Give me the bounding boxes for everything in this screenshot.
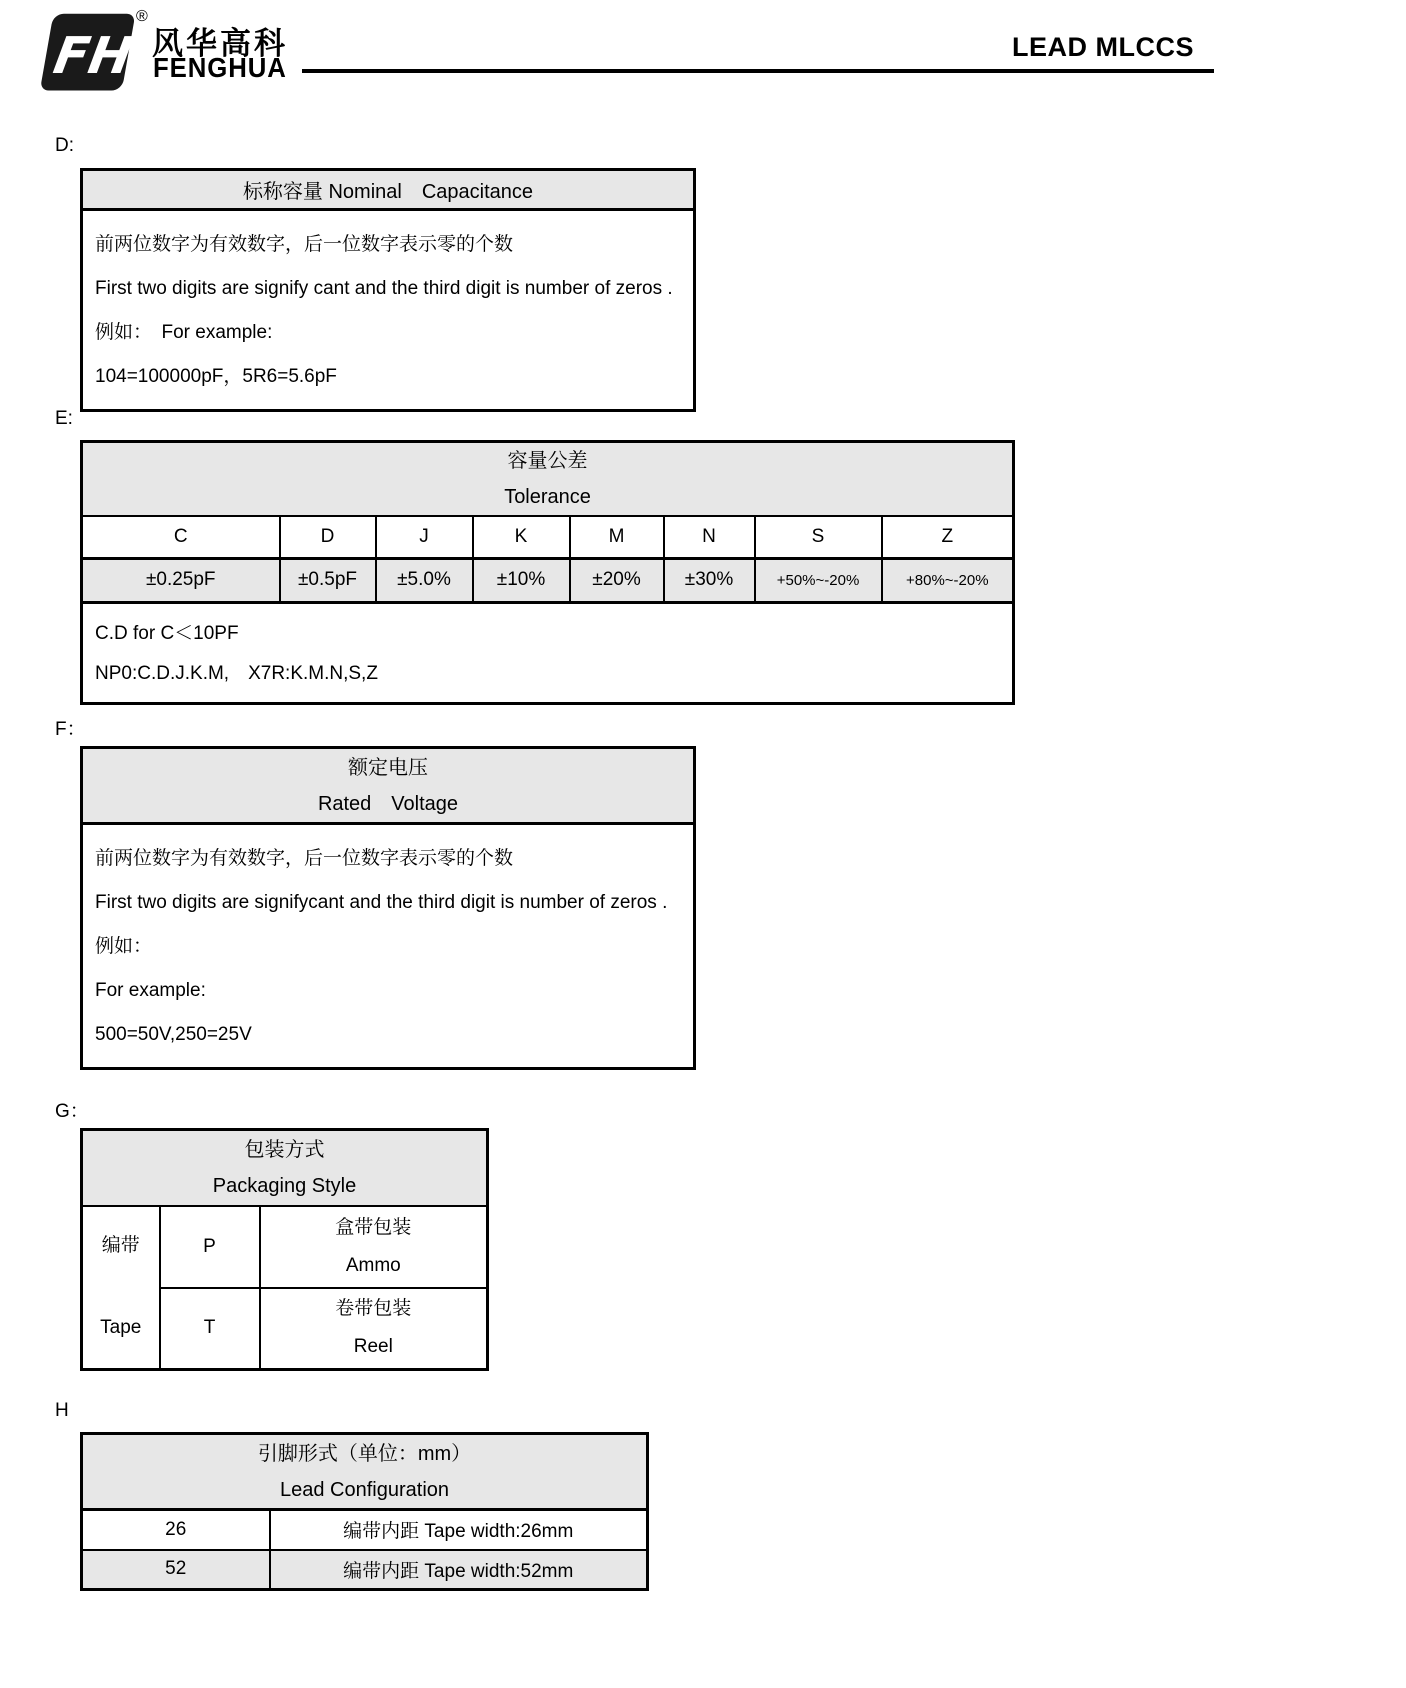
registered-trademark-icon: ® — [136, 8, 148, 25]
tape-group-en: Tape — [100, 1317, 142, 1339]
packaging-desc-en: Reel — [353, 1336, 393, 1358]
tolerance-code-cell: M — [570, 516, 664, 558]
lead-configuration-header-cn: 引脚形式（单位：mm） — [257, 1442, 472, 1465]
packaging-style-header-cn: 包装方式 — [244, 1138, 325, 1161]
tolerance-value-row — [82, 558, 1014, 602]
table-text-line: 500=50V,250=25V — [95, 1024, 252, 1045]
tolerance-header-en: Tolerance — [504, 486, 591, 508]
packaging-desc-cn: 卷带包装 — [335, 1298, 412, 1320]
table-text-line: 前两位数字为有效数字，后一位数字表示零的个数 — [95, 848, 514, 869]
packaging-style-header — [82, 1130, 488, 1206]
packaging-row — [82, 1206, 488, 1288]
nominal-capacitance-body — [82, 210, 695, 411]
brand-name-english: FENGHUA — [153, 52, 287, 83]
nominal-capacitance-header: 标称容量 Nominal Capacitance — [82, 170, 695, 210]
tolerance-value-cell: ±0.25pF — [82, 558, 280, 602]
tape-group-cell — [82, 1206, 160, 1370]
rated-voltage-header-cn: 额定电压 — [348, 756, 428, 779]
brand-name-chinese: 风华高科 — [152, 26, 288, 61]
table-text-line: NP0:C.D.J.K.M, X7R:K.M.N,S,Z — [95, 662, 378, 684]
tolerance-code-cell: Z — [882, 516, 1014, 558]
table-text-line: First two digits are signifycant and the third digit is number of zeros . — [95, 892, 668, 913]
lead-config-desc-cell: 编带内距 Tape width:26mm — [270, 1510, 648, 1550]
lead-configuration-table — [80, 1432, 649, 1591]
header-rule — [302, 69, 1214, 73]
lead-config-row — [82, 1510, 648, 1550]
tolerance-notes — [82, 602, 1014, 703]
packaging-desc-cell — [260, 1206, 488, 1288]
table-text-line: C.D for C＜10PF — [95, 622, 239, 644]
fenghua-logo-icon — [38, 12, 134, 99]
nominal-capacitance-table — [80, 168, 696, 412]
tolerance-value-cell: ±10% — [473, 558, 570, 602]
section-e-label: E: — [55, 408, 73, 429]
tape-group-cn: 编带 — [101, 1235, 140, 1257]
page-title: LEAD MLCCS — [1012, 32, 1194, 62]
lead-config-code-cell: 26 — [82, 1510, 270, 1550]
tolerance-value-cell: ±30% — [664, 558, 755, 602]
tolerance-header — [82, 442, 1014, 517]
lead-config-row — [82, 1550, 648, 1590]
table-text-line: 前两位数字为有效数字，后一位数字表示零的个数 — [95, 234, 514, 255]
svg-text:FH: FH — [49, 27, 134, 86]
tolerance-value-cell: +80%~-20% — [882, 558, 1014, 602]
tolerance-table — [80, 440, 1015, 705]
lead-config-code-cell: 52 — [82, 1550, 270, 1590]
table-text-line: For example: — [95, 980, 206, 1001]
rated-voltage-header-en: Rated Voltage — [317, 792, 459, 815]
packaging-style-table — [80, 1128, 489, 1371]
packaging-style-header-en: Packaging Style — [212, 1174, 357, 1197]
tolerance-code-cell: S — [755, 516, 882, 558]
section-f-label: F： — [55, 719, 86, 740]
tolerance-code-cell: D — [280, 516, 376, 558]
lead-configuration-header — [82, 1434, 648, 1510]
section-d-label: D: — [55, 135, 74, 156]
tolerance-code-cell: J — [376, 516, 473, 558]
tolerance-code-cell: N — [664, 516, 755, 558]
tolerance-value-cell: +50%~-20% — [755, 558, 882, 602]
lead-config-desc-cell: 编带内距 Tape width:52mm — [270, 1550, 648, 1590]
rated-voltage-header — [82, 748, 695, 824]
lead-configuration-header-en: Lead Configuration — [280, 1478, 450, 1501]
table-text-line: 例如： For example: — [95, 322, 273, 343]
table-text-line: 例如： — [95, 936, 153, 957]
packaging-desc-cell — [260, 1288, 488, 1370]
tolerance-code-cell: K — [473, 516, 570, 558]
section-g-label: G： — [55, 1101, 89, 1122]
packaging-desc-cn: 盒带包装 — [335, 1216, 412, 1238]
packaging-code-cell: P — [160, 1206, 260, 1288]
packaging-code-cell: T — [160, 1288, 260, 1370]
tolerance-code-cell: C — [82, 516, 280, 558]
packaging-desc-en: Ammo — [345, 1254, 401, 1276]
tolerance-header-cn: 容量公差 — [507, 450, 588, 472]
rated-voltage-table — [80, 746, 696, 1070]
section-h-label: H — [55, 1400, 69, 1421]
rated-voltage-body — [82, 824, 695, 1069]
table-text-line: First two digits are signify cant and the third digit is number of zeros . — [95, 278, 673, 299]
tolerance-value-cell: ±5.0% — [376, 558, 473, 602]
tolerance-code-row — [82, 516, 1014, 558]
table-text-line: 104=100000pF，5R6=5.6pF — [95, 366, 337, 387]
tolerance-value-cell: ±20% — [570, 558, 664, 602]
tolerance-value-cell: ±0.5pF — [280, 558, 376, 602]
